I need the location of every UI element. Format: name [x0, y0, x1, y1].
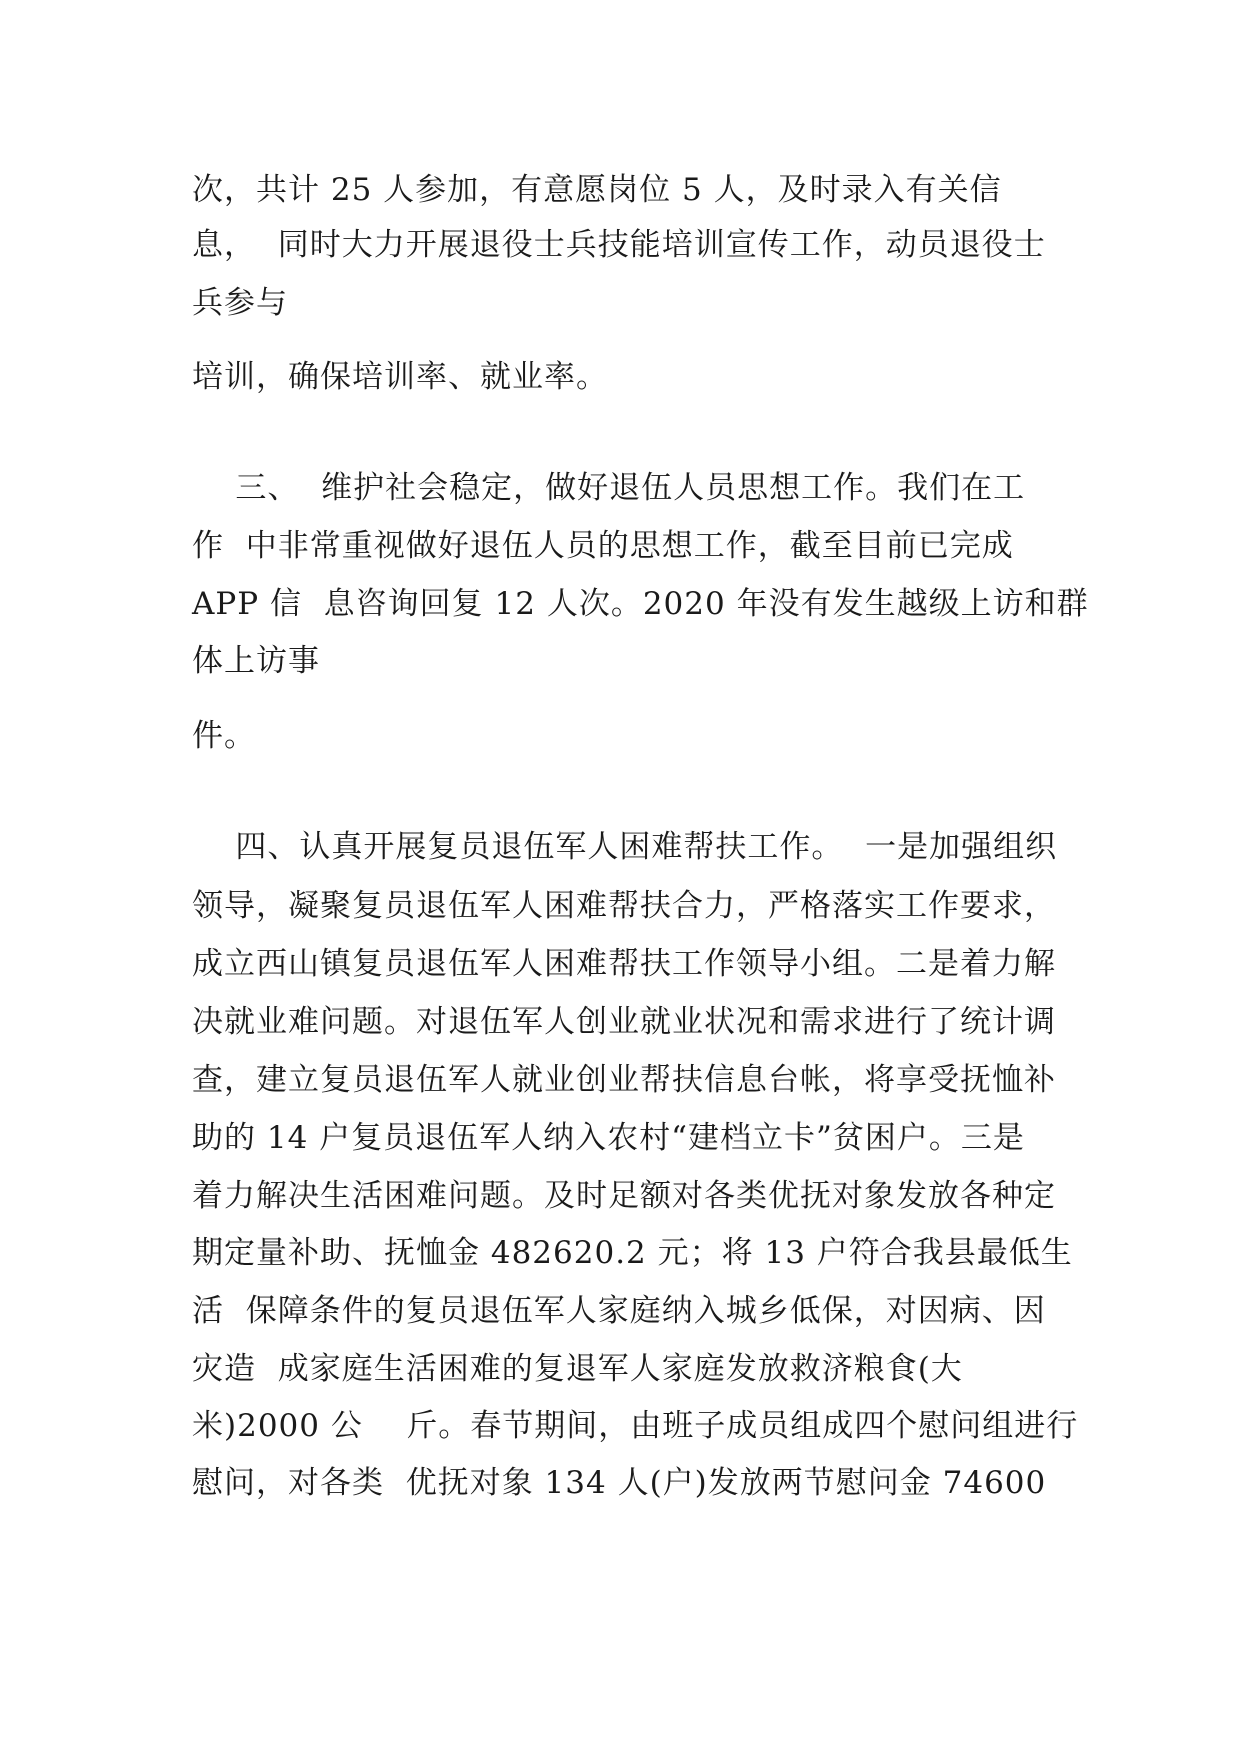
text-line: 三、 维护社会稳定，做好退伍人员思想工作。我们在工 [192, 470, 1026, 506]
text-line: 次，共计 25 人参加，有意愿岗位 5 人，及时录入有关信 [192, 172, 1002, 208]
text-line: APP 信 息咨询回复 12 人次。2020 年没有发生越级上访和群 [192, 586, 1089, 622]
text-line: 查，建立复员退伍军人就业创业帮扶信息台帐，将享受抚恤补 [192, 1062, 1056, 1098]
text-line: 领导，凝聚复员退伍军人困难帮扶合力，严格落实工作要求， [192, 888, 1056, 924]
text-line: 活 保障条件的复员退伍军人家庭纳入城乡低保，对因病、因 [192, 1293, 1046, 1329]
text-line: 米)2000 公 斤。春节期间，由班子成员组成四个慰问组进行 [192, 1408, 1079, 1444]
text-line: 慰问，对各类 优抚对象 134 人(户)发放两节慰问金 74600 [192, 1465, 1047, 1501]
text-line: 着力解决生活困难问题。及时足额对各类优抚对象发放各种定 [192, 1178, 1056, 1214]
text-line: 体上访事 [192, 643, 320, 679]
text-line: 决就业难问题。对退伍军人创业就业状况和需求进行了统计调 [192, 1004, 1056, 1040]
text-line: 期定量补助、抚恤金 482620.2 元；将 13 户符合我县最低生 [192, 1235, 1073, 1271]
text-line: 四、认真开展复员退伍军人困难帮扶工作。 一是加强组织 [192, 829, 1058, 865]
text-line: 作 中非常重视做好退伍人员的思想工作，截至目前已完成 [192, 528, 1014, 564]
text-line: 件。 [192, 718, 256, 754]
text-line: 灾造 成家庭生活困难的复退军人家庭发放救济粮食(大 [192, 1351, 963, 1387]
text-line: 成立西山镇复员退伍军人困难帮扶工作领导小组。二是着力解 [192, 946, 1056, 982]
text-line: 兵参与 [192, 285, 288, 321]
text-line: 助的 14 户复员退伍军人纳入农村“建档立卡”贫困户。三是 [192, 1120, 1025, 1156]
text-line: 培训，确保培训率、就业率。 [192, 359, 608, 395]
text-line: 息， 同时大力开展退役士兵技能培训宣传工作，动员退役士 [192, 227, 1046, 263]
